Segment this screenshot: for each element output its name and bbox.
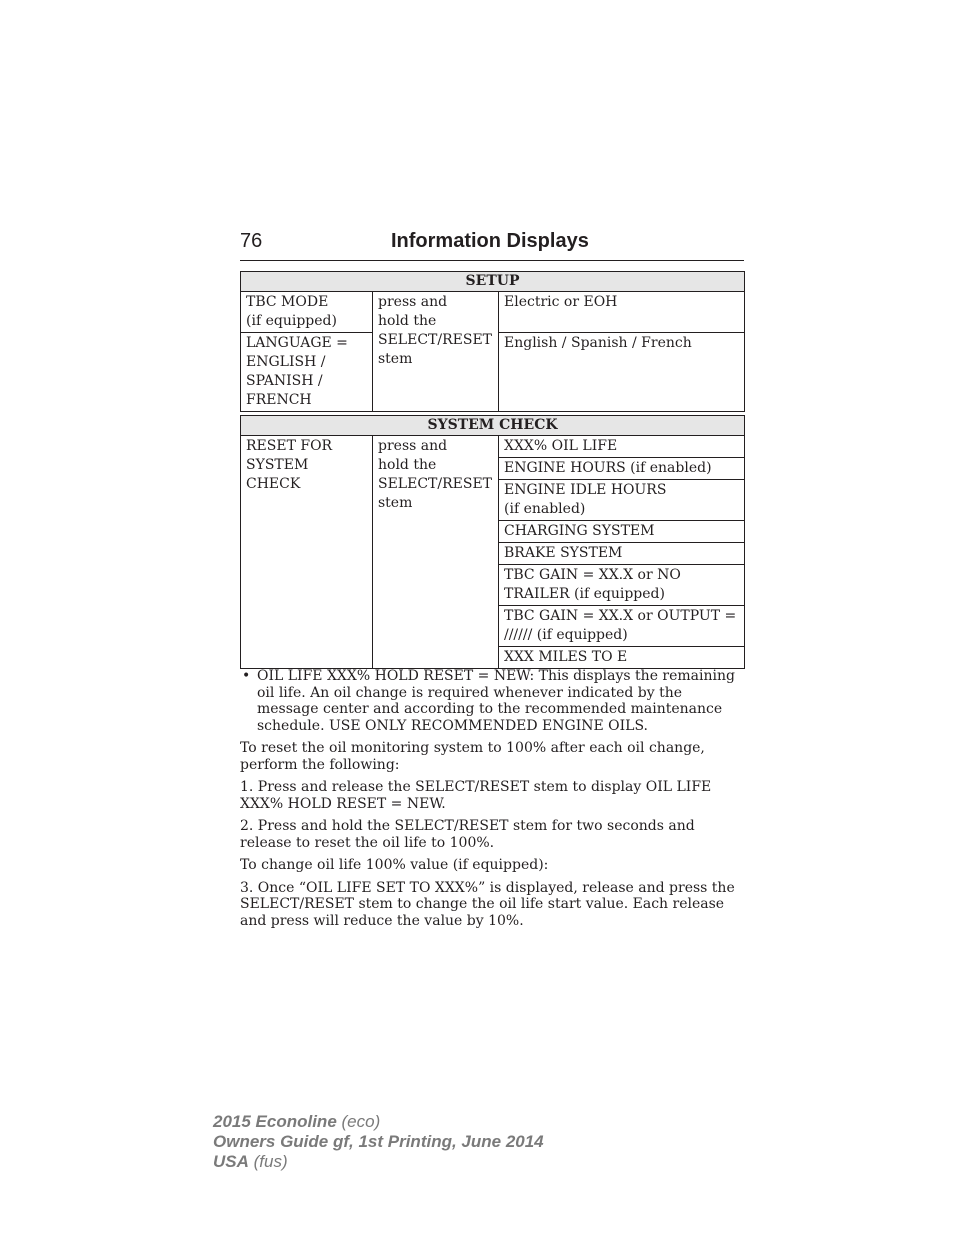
- paragraph: 3. Once “OIL LIFE SET TO XXX%” is displayed, release and press the SELECT/RESET stem to change the oil life start value. Each release and press will reduce the value by 10%.: [240, 879, 735, 929]
- system-check-result: TBC GAIN = XX.X or NO TRAILER (if equipped): [499, 565, 745, 606]
- bullet-text: OIL LIFE XXX% HOLD RESET = NEW: This displays the remaining oil life. An oil change is required whenever indicated by the message center and according to the recommended maintenance schedule. USE ONLY RECOMMENDED ENGINE OILS.: [257, 668, 735, 734]
- system-check-action: press and hold the SELECT/RESET stem: [373, 436, 499, 669]
- setup-item-tbc-mode: TBC MODE (if equipped): [241, 292, 373, 333]
- system-check-table: [240, 415, 745, 669]
- setup-item-language: LANGUAGE = ENGLISH / SPANISH / FRENCH: [241, 333, 373, 412]
- system-check-table-heading: SYSTEM CHECK: [241, 416, 745, 436]
- setup-result-language: English / Spanish / French: [499, 333, 745, 412]
- system-check-result: XXX% OIL LIFE: [499, 436, 745, 458]
- footer-model: 2015 Econoline: [213, 1112, 337, 1131]
- setup-result-tbc-mode: Electric or EOH: [499, 292, 745, 333]
- system-check-result: CHARGING SYSTEM: [499, 521, 745, 543]
- bullet-dot-icon: •: [242, 668, 251, 684]
- footer-line-region: [213, 1152, 544, 1172]
- setup-table-heading: SETUP: [241, 272, 745, 292]
- footer-line-model: [213, 1112, 544, 1132]
- paragraph: 2. Press and hold the SELECT/RESET stem for two seconds and release to reset the oil life to 100%.: [240, 818, 695, 851]
- setup-table: [240, 271, 745, 412]
- system-check-item: RESET FOR SYSTEM CHECK: [241, 436, 373, 669]
- paragraph: 1. Press and release the SELECT/RESET stem to display OIL LIFE XXX% HOLD RESET = NEW.: [240, 779, 712, 812]
- system-check-result: BRAKE SYSTEM: [499, 543, 745, 565]
- system-check-result: TBC GAIN = XX.X or OUTPUT = ////// (if equipped): [499, 606, 745, 647]
- system-check-result: ENGINE HOURS (if enabled): [499, 458, 745, 480]
- body-text: [240, 668, 744, 935]
- page-footer: [213, 1112, 544, 1172]
- page-number: 76: [240, 230, 263, 252]
- footer-line-guide: [213, 1132, 544, 1152]
- paragraph: To change oil life 100% value (if equipped):: [240, 857, 549, 873]
- page-header: [240, 228, 744, 261]
- setup-action: press and hold the SELECT/RESET stem: [373, 292, 499, 412]
- system-check-result: ENGINE IDLE HOURS (if enabled): [499, 480, 745, 521]
- footer-region-code: (fus): [253, 1152, 288, 1171]
- system-check-result: XXX MILES TO E: [499, 647, 745, 669]
- footer-model-code: (eco): [341, 1112, 381, 1131]
- footer-region: USA: [213, 1152, 249, 1171]
- page-title: Information Displays: [391, 230, 589, 252]
- footer-guide: Owners Guide gf, 1st Printing, June 2014: [213, 1132, 544, 1151]
- bullet-item: [240, 668, 744, 734]
- paragraph: To reset the oil monitoring system to 100% after each oil change, perform the following:: [240, 740, 705, 773]
